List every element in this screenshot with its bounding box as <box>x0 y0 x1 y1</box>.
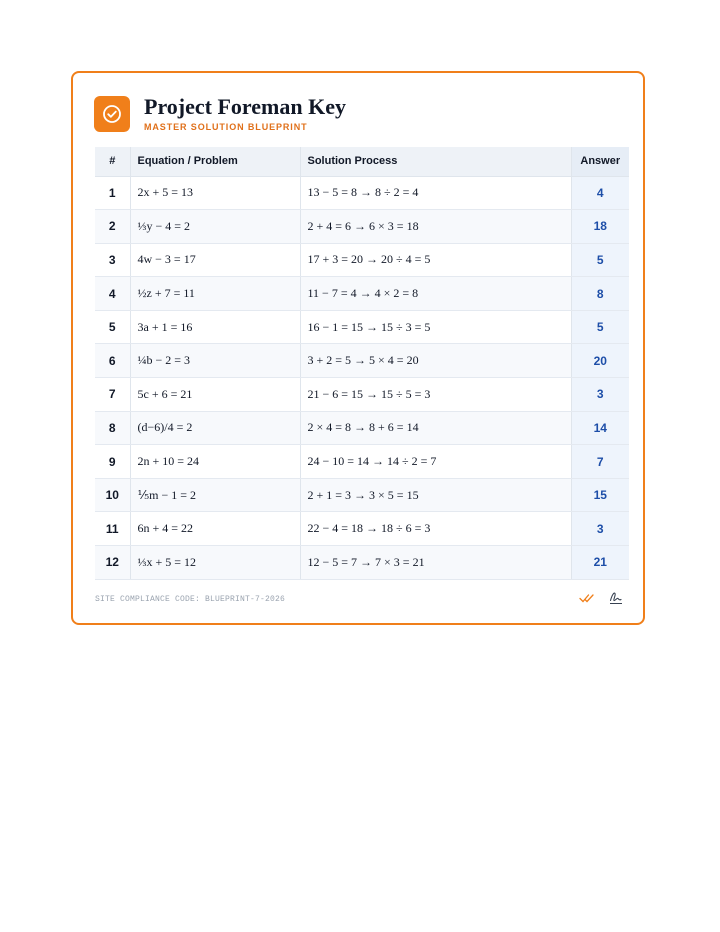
solution-cell: 13 − 5 = 8 → 8 ÷ 2 = 4 <box>300 176 571 210</box>
compliance-code: SITE COMPLIANCE CODE: BLUEPRINT-7-2026 <box>95 595 286 604</box>
table-row <box>95 344 629 378</box>
answer-cell: 18 <box>571 210 629 244</box>
double-check-icon <box>579 591 595 610</box>
solution-cell: 24 − 10 = 14 → 14 ÷ 2 = 7 <box>300 445 571 479</box>
solution-cell: 2 × 4 = 8 → 8 + 6 = 14 <box>300 411 571 445</box>
signature-icon <box>609 591 623 610</box>
row-number: 8 <box>95 411 130 445</box>
column-header-answer: Answer <box>571 147 629 176</box>
equation-cell: 2n + 10 = 24 <box>130 445 300 479</box>
table-row <box>95 176 629 210</box>
equation-cell: (d−6)/4 = 2 <box>130 411 300 445</box>
table-row <box>95 277 629 311</box>
row-number: 12 <box>95 546 130 580</box>
row-number: 1 <box>95 176 130 210</box>
equation-cell: ⅓y − 4 = 2 <box>130 210 300 244</box>
equation-cell: ⅕m − 1 = 2 <box>130 478 300 512</box>
table-row <box>95 512 629 546</box>
row-number: 10 <box>95 478 130 512</box>
answer-cell: 20 <box>571 344 629 378</box>
solution-cell: 11 − 7 = 4 → 4 × 2 = 8 <box>300 277 571 311</box>
row-number: 7 <box>95 378 130 412</box>
table-row <box>95 546 629 580</box>
footer-icons <box>579 591 623 610</box>
equation-cell: 2x + 5 = 13 <box>130 176 300 210</box>
answer-cell: 7 <box>571 445 629 479</box>
equation-cell: ¼b − 2 = 3 <box>130 344 300 378</box>
solution-cell: 2 + 4 = 6 → 6 × 3 = 18 <box>300 210 571 244</box>
row-number: 5 <box>95 310 130 344</box>
answer-cell: 15 <box>571 478 629 512</box>
equation-cell: 6n + 4 = 22 <box>130 512 300 546</box>
row-number: 3 <box>95 243 130 277</box>
answer-cell: 21 <box>571 546 629 580</box>
row-number: 9 <box>95 445 130 479</box>
equation-cell: 3a + 1 = 16 <box>130 310 300 344</box>
column-header-number: # <box>95 147 130 176</box>
answer-cell: 8 <box>571 277 629 311</box>
table-row <box>95 445 629 479</box>
answer-key-card <box>71 71 645 625</box>
table-row <box>95 210 629 244</box>
solution-table <box>95 147 629 580</box>
column-header-equation: Equation / Problem <box>130 147 300 176</box>
solution-cell: 2 + 1 = 3 → 3 × 5 = 15 <box>300 478 571 512</box>
row-number: 2 <box>95 210 130 244</box>
solution-cell: 12 − 5 = 7 → 7 × 3 = 21 <box>300 546 571 580</box>
page-subtitle: MASTER SOLUTION BLUEPRINT <box>144 122 308 132</box>
page-title: Project Foreman Key <box>144 94 346 119</box>
answer-cell: 14 <box>571 411 629 445</box>
equation-cell: ⅓x + 5 = 12 <box>130 546 300 580</box>
table-row <box>95 378 629 412</box>
answer-cell: 5 <box>571 243 629 277</box>
solution-cell: 17 + 3 = 20 → 20 ÷ 4 = 5 <box>300 243 571 277</box>
row-number: 11 <box>95 512 130 546</box>
solution-cell: 21 − 6 = 15 → 15 ÷ 5 = 3 <box>300 378 571 412</box>
table-row <box>95 478 629 512</box>
table-row <box>95 243 629 277</box>
solution-cell: 16 − 1 = 15 → 15 ÷ 3 = 5 <box>300 310 571 344</box>
table-row <box>95 310 629 344</box>
row-number: 6 <box>95 344 130 378</box>
solution-cell: 22 − 4 = 18 → 18 ÷ 6 = 3 <box>300 512 571 546</box>
table-row <box>95 411 629 445</box>
solution-cell: 3 + 2 = 5 → 5 × 4 = 20 <box>300 344 571 378</box>
answer-cell: 3 <box>571 378 629 412</box>
equation-cell: 5c + 6 = 21 <box>130 378 300 412</box>
table-header-row <box>95 147 629 176</box>
answer-cell: 5 <box>571 310 629 344</box>
answer-cell: 4 <box>571 176 629 210</box>
row-number: 4 <box>95 277 130 311</box>
equation-cell: 4w − 3 = 17 <box>130 243 300 277</box>
column-header-solution: Solution Process <box>300 147 571 176</box>
equation-cell: ½z + 7 = 11 <box>130 277 300 311</box>
answer-cell: 3 <box>571 512 629 546</box>
check-circle-icon <box>94 96 130 132</box>
table-body <box>95 176 629 579</box>
